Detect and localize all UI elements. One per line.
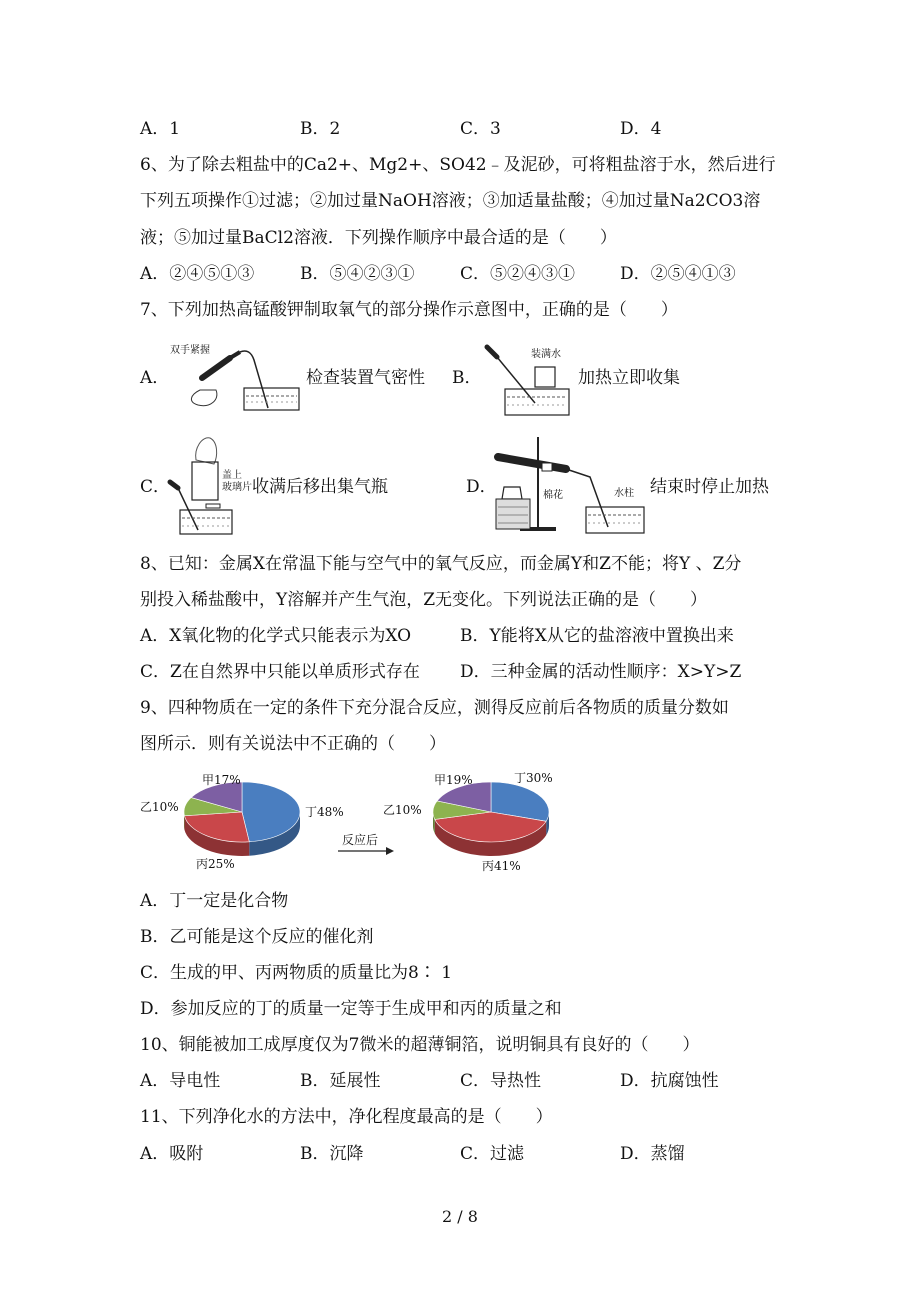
q5-option-d: D．4 xyxy=(620,119,662,139)
q8-stem-line-1: 8、已知：金属X在常温下能与空气中的氧气反应，而金属Y和Z不能；将Y 、Z分 xyxy=(140,554,742,574)
q9-option-a: A．丁一定是化合物 xyxy=(140,891,289,911)
q7-d-tag-2: 水柱 xyxy=(614,488,634,499)
pie-after-label-ding: 丁30% xyxy=(514,771,553,785)
q11-option-c: C．过滤 xyxy=(460,1144,525,1164)
q7-option-c-caption: 收满后移出集气瓶 xyxy=(252,477,388,497)
q7-d-apparatus-figure xyxy=(490,435,650,535)
q7-option-a-letter: A． xyxy=(140,368,170,388)
pie-after-label-jia: 甲19% xyxy=(434,773,473,787)
q9-option-d: D．参加反应的丁的质量一定等于生成甲和丙的质量之和 xyxy=(140,999,562,1019)
pie-before-label-jia: 甲17% xyxy=(202,773,241,787)
q8-option-b: B．Y能将X从它的盐溶液中置换出来 xyxy=(460,626,734,646)
pie-chart-after xyxy=(430,780,552,860)
q9-option-b: B．乙可能是这个反应的催化剂 xyxy=(140,927,374,947)
q7-a-apparatus-figure xyxy=(180,340,305,415)
q10-option-b: B．延展性 xyxy=(300,1071,381,1091)
q10-option-c: C．导热性 xyxy=(460,1071,542,1091)
q7-a-tag: 双手紧握 xyxy=(170,345,210,356)
q7-c-tag-2: 玻璃片 xyxy=(222,482,252,493)
pie-before-label-bing: 丙25% xyxy=(196,857,235,871)
reaction-arrow xyxy=(338,846,394,856)
q6-option-d: D．②⑤④①③ xyxy=(620,264,736,284)
pie-before-label-yi: 乙10% xyxy=(140,800,179,814)
q7-option-c-letter: C． xyxy=(140,477,171,497)
q8-option-a: A．X氧化物的化学式只能表示为XO xyxy=(140,626,412,646)
pie-after-label-bing: 丙41% xyxy=(482,859,521,873)
q7-option-d-caption: 结束时停止加热 xyxy=(650,477,769,497)
reaction-arrow-label: 反应后 xyxy=(342,833,379,847)
q6-stem-line-3: 液；⑤加过量BaCl2溶液．下列操作顺序中最合适的是（ ） xyxy=(140,228,617,248)
q10-option-a: A．导电性 xyxy=(140,1071,221,1091)
q10-stem: 10、铜能被加工成厚度仅为7微米的超薄铜箔，说明铜具有良好的（ ） xyxy=(140,1035,700,1055)
q7-b-apparatus-figure xyxy=(485,345,575,415)
q7-b-tag: 装满水 xyxy=(531,349,561,360)
q6-option-c: C．⑤②④③① xyxy=(460,264,576,284)
q7-option-d-letter: D． xyxy=(466,477,497,497)
q11-option-a: A．吸附 xyxy=(140,1144,204,1164)
q11-option-d: D．蒸馏 xyxy=(620,1144,685,1164)
page-number: 2 / 8 xyxy=(442,1207,478,1226)
q6-option-a: A．②④⑤①③ xyxy=(140,264,255,284)
pie-chart-before xyxy=(182,780,302,860)
q8-stem-line-2: 别投入稀盐酸中，Y溶解并产生气泡，Z无变化。下列说法正确的是（ ） xyxy=(140,590,708,610)
q11-option-b: B．沉降 xyxy=(300,1144,364,1164)
q7-option-b-caption: 加热立即收集 xyxy=(578,368,680,388)
q9-stem-line-2: 图所示．则有关说法中不正确的（ ） xyxy=(140,734,446,754)
q9-stem-line-1: 9、四种物质在一定的条件下充分混合反应，测得反应前后各物质的质量分数如 xyxy=(140,698,729,718)
q7-d-tag-1: 棉花 xyxy=(543,490,563,501)
q11-stem: 11、下列净化水的方法中，净化程度最高的是（ ） xyxy=(140,1107,553,1127)
q7-option-b-letter: B． xyxy=(452,368,482,388)
q8-option-d: D．三种金属的活动性顺序：X>Y>Z xyxy=(460,662,742,682)
q6-stem-line-2: 下列五项操作①过滤；②加过量NaOH溶液；③加适量盐酸；④加过量Na2CO3溶 xyxy=(140,191,761,211)
q5-option-b: B．2 xyxy=(300,119,341,139)
q5-option-c: C．3 xyxy=(460,119,501,139)
q9-option-c: C．生成的甲、丙两物质的质量比为8∶ 1 xyxy=(140,963,453,983)
pie-after-label-yi: 乙10% xyxy=(383,803,422,817)
q8-option-c: C．Z在自然界中只能以单质形式存在 xyxy=(140,662,420,682)
q7-c-tag-1: 盖上 xyxy=(222,470,242,481)
q5-option-a: A．1 xyxy=(140,119,181,139)
q6-option-b: B．⑤④②③① xyxy=(300,264,415,284)
pie-before-label-ding: 丁48% xyxy=(305,805,344,819)
q10-option-d: D．抗腐蚀性 xyxy=(620,1071,719,1091)
q7-stem: 7、下列加热高锰酸钾制取氧气的部分操作示意图中，正确的是（ ） xyxy=(140,300,678,320)
q6-stem-line-1: 6、为了除去粗盐中的Ca2+、Mg2+、SO42﹣及泥砂，可将粗盐溶于水，然后进行 xyxy=(140,155,776,175)
q7-option-a-caption: 检查装置气密性 xyxy=(306,368,425,388)
